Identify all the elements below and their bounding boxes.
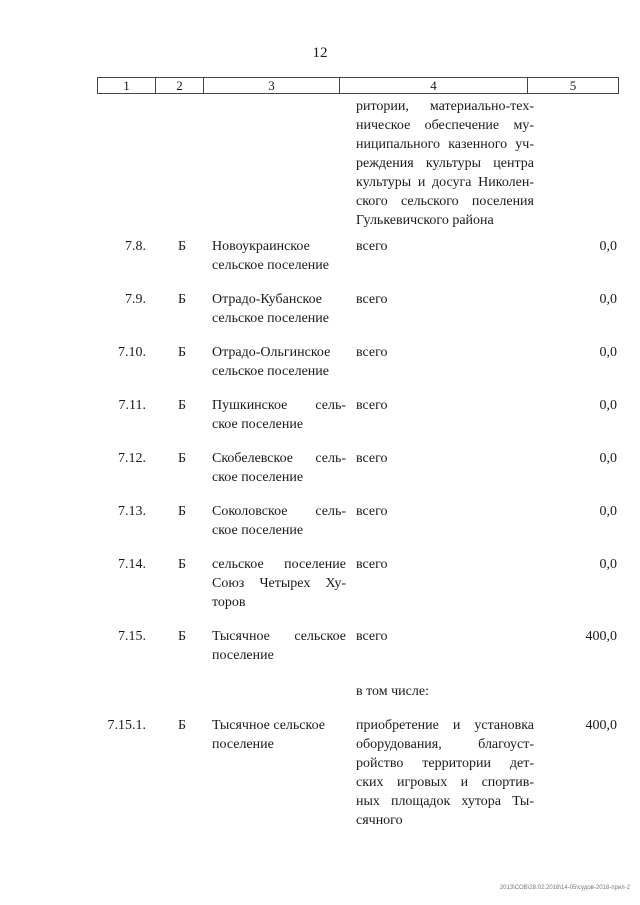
row-number: 7.10.: [118, 345, 146, 360]
name-line: Тысячное сельское: [212, 629, 346, 644]
row-amount: 0,0: [599, 239, 617, 254]
row-settlement-name: [212, 237, 346, 275]
row-settlement-name: [212, 290, 346, 328]
footer-file-path: 2013\СОВ\28.02.2018\14-05\судов-2018-прил-2: [499, 885, 630, 891]
name-line: сельское поселение: [212, 258, 329, 273]
desc-line: всего: [356, 557, 388, 572]
row-description: [356, 343, 534, 362]
continued-description: [356, 97, 534, 230]
row-settlement-name: [212, 555, 346, 612]
name-line: сельское поселение: [212, 557, 346, 572]
row-number: 7.12.: [118, 451, 146, 466]
continued-line: культуры и досуга Николен-: [356, 175, 534, 190]
desc-line: приобретение и установка: [356, 718, 534, 733]
desc-line: ных площадок хутора Ты-: [356, 794, 534, 809]
name-line: поселение: [212, 648, 274, 663]
row-settlement-name: [212, 627, 346, 665]
desc-line: всего: [356, 292, 388, 307]
column-header-3: 3: [204, 78, 340, 93]
row-description: [356, 502, 534, 521]
row-description: [356, 555, 534, 574]
row-description: [356, 627, 534, 646]
row-number: 7.11.: [118, 398, 146, 413]
row-settlement-name: [212, 449, 346, 487]
in-that-number-label: в том числе:: [356, 684, 429, 699]
name-line: Соколовское сель-: [212, 504, 346, 519]
name-line: сельское поселение: [212, 311, 329, 326]
column-header-4: 4: [340, 78, 528, 93]
row-category: Б: [177, 398, 187, 413]
desc-line: оборудования, благоуст-: [356, 737, 534, 752]
continued-line: ского сельского поселения: [356, 194, 534, 209]
desc-line: ских игровых и спортив-: [356, 775, 534, 790]
page-number: 12: [312, 45, 328, 61]
row-category: Б: [177, 292, 187, 307]
name-line: Новоукраинское: [212, 239, 310, 254]
name-line: Отрадо-Кубанское: [212, 292, 323, 307]
name-line: поселение: [212, 737, 274, 752]
row-category: Б: [177, 239, 187, 254]
continued-line: ническое обеспечение му-: [356, 118, 534, 133]
row-number: 7.9.: [125, 292, 146, 307]
row-description: [356, 290, 534, 309]
name-line: ское поселение: [212, 523, 304, 538]
row-amount: 400,0: [585, 718, 617, 733]
row-amount: 0,0: [599, 451, 617, 466]
row-number: 7.14.: [118, 557, 146, 572]
desc-line: всего: [356, 451, 388, 466]
row-category: Б: [177, 504, 187, 519]
table-header-row: [97, 77, 619, 94]
column-header-5: 5: [569, 78, 577, 93]
desc-line: всего: [356, 629, 388, 644]
row-settlement-name: [212, 716, 346, 754]
continued-line: ниципального казенного уч-: [356, 137, 534, 152]
row-number: 7.13.: [118, 504, 146, 519]
column-header-2: 2: [156, 78, 204, 93]
row-category: Б: [177, 451, 187, 466]
desc-line: ройство территории дет-: [356, 756, 534, 771]
row-settlement-name: [212, 343, 346, 381]
row-amount: 0,0: [599, 504, 617, 519]
row-category: Б: [177, 629, 187, 644]
name-line: Скобелевское сель-: [212, 451, 346, 466]
continued-line: Гулькевичского района: [356, 213, 494, 228]
row-category: Б: [177, 557, 187, 572]
row-settlement-name: [212, 396, 346, 434]
continued-line: реждения культуры центра: [356, 156, 534, 171]
name-line: Отрадо-Ольгинское: [212, 345, 331, 360]
name-line: сельское поселение: [212, 364, 329, 379]
desc-line: всего: [356, 504, 388, 519]
desc-line: всего: [356, 398, 388, 413]
row-number: 7.15.1.: [107, 718, 146, 733]
column-header-1: 1: [98, 78, 156, 93]
row-amount: 0,0: [599, 398, 617, 413]
row-number: 7.15.: [118, 629, 146, 644]
row-description: [356, 237, 534, 256]
name-line: ское поселение: [212, 417, 304, 432]
name-line: Союз Четырех Ху-: [212, 576, 346, 591]
name-line: Пушкинское сель-: [212, 398, 346, 413]
row-category: Б: [177, 718, 187, 733]
row-number: 7.8.: [125, 239, 146, 254]
name-line: ское поселение: [212, 470, 304, 485]
desc-line: всего: [356, 345, 388, 360]
desc-line: всего: [356, 239, 388, 254]
row-amount: 0,0: [599, 557, 617, 572]
desc-line: сячного: [356, 813, 403, 828]
row-settlement-name: [212, 502, 346, 540]
name-line: Тысячное сельское: [212, 718, 325, 733]
row-description: [356, 396, 534, 415]
row-description: [356, 449, 534, 468]
row-amount: 0,0: [599, 292, 617, 307]
row-amount: 400,0: [585, 629, 617, 644]
row-description: [356, 716, 534, 830]
name-line: торов: [212, 595, 246, 610]
continued-line: ритории, материально-тех-: [356, 99, 534, 114]
row-amount: 0,0: [599, 345, 617, 360]
row-category: Б: [177, 345, 187, 360]
